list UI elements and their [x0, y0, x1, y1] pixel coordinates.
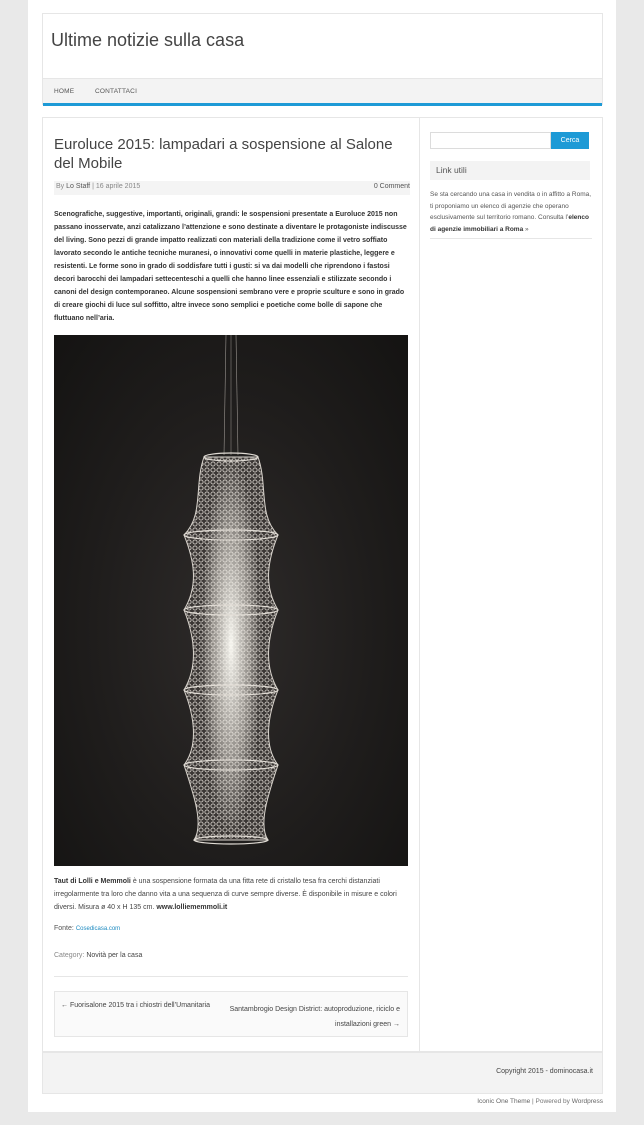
- meta-separator: |: [92, 183, 94, 190]
- site-header: [42, 13, 603, 105]
- category-label: Category:: [54, 952, 85, 959]
- wordpress-link[interactable]: Wordpress: [571, 1098, 603, 1105]
- post-content: [43, 118, 420, 1051]
- sidebar: [420, 118, 602, 1051]
- lamp-illustration: [54, 335, 408, 866]
- search-input[interactable]: [430, 132, 551, 149]
- footer-credits: [477, 1098, 603, 1105]
- widget-text: [430, 189, 592, 239]
- post-date: 16 aprile 2015: [95, 183, 141, 190]
- source-link[interactable]: Cosedicasa.com: [75, 926, 121, 932]
- main-container: [42, 117, 603, 1052]
- post-excerpt: Scenografiche, suggestive, importanti, originali, grandi: le sospensioni presentate a Euroluce 2015 non passano inosservate, anzi catalizzano l’attenzione e sono destinate a diventare le protagoniste indiscusse del living. Sono pezzi di grande impatto realizzati con materiali della tradizione come il vetro soffiato lavorato secondo le antiche tecniche muranesi, o innovativi come quelli in materie plastiche, leggere e resistenti. Le forme sono in grado di soddisfare tutti i gusti: si va dai modelli che riprendono i fastosi decori barocchi dei lampadari settecenteschi a quelli che hanno linee essenziali e stilizzate secondo i canoni del design contemporaneo. Alcune sospensioni sembrano vere e proprie sculture e sono in grado di creare giochi di luce sul soffitto, altre invece sono semplici e poetiche come bolle di sapone che fluttuano nell’aria.: [54, 211, 407, 322]
- nav-item-home[interactable]: HOME: [54, 88, 75, 95]
- comments-link[interactable]: 0 Comment: [373, 183, 410, 190]
- author-link[interactable]: Lo Staff: [66, 183, 91, 190]
- theme-link[interactable]: Iconic One Theme: [477, 1098, 531, 1105]
- copyright: Copyright 2015 - dominocasa.it: [496, 1068, 593, 1075]
- category-link[interactable]: Novità per la casa: [86, 952, 143, 959]
- search-button[interactable]: Cerca: [551, 132, 589, 149]
- nav-item-contattaci[interactable]: CONTATTACI: [95, 88, 138, 95]
- caption-product: Taut di Lolli e Memmoli: [54, 878, 131, 885]
- agencies-link[interactable]: elenco di agenzie immobiliari a Roma: [430, 214, 589, 233]
- meta-by: By: [56, 183, 65, 190]
- credits-sep: | Powered by: [530, 1098, 572, 1105]
- post-meta: [54, 181, 410, 195]
- widget-title: Link utili: [430, 161, 590, 180]
- next-post-link[interactable]: Santambrogio Design District: autoproduzione, riciclo e installazioni green →: [229, 1006, 400, 1028]
- widget-link-suffix: »: [523, 225, 529, 233]
- caption-text: è una sospensione formata da una fitta rete di cristallo tesa fra cerchi distanziati irregolarmente tra loro che danno vita a una sequenza di curve sempre diverse. È disponibile in misure e colori diversi. Misura ø 40 x H 135 cm.: [54, 878, 397, 911]
- main-nav: [43, 78, 602, 106]
- source-label: Fonte:: [54, 925, 74, 932]
- photo-caption: [54, 875, 410, 914]
- prev-post-link[interactable]: ← Fuorisalone 2015 tra i chiostri dell’Umanitaria: [61, 1002, 211, 1009]
- post-category: [54, 952, 142, 959]
- post-title[interactable]: Euroluce 2015: lampadari a sospensione al Salone del Mobile: [54, 136, 393, 172]
- divider: [54, 976, 408, 977]
- lamp-photo: [54, 335, 408, 866]
- site-footer: [42, 1052, 603, 1094]
- page: [28, 0, 616, 1112]
- source: [54, 925, 120, 932]
- widget-body: Se sta cercando una casa in vendita o in affitto a Roma, ti proponiamo un elenco di agenzie che operano esclusivamente sul territorio romano. Consulta l’: [430, 191, 592, 221]
- post-navigation: [54, 991, 408, 1037]
- caption-link[interactable]: www.lolliememmoli.it: [156, 904, 228, 911]
- site-title[interactable]: Ultime notizie sulla casa: [51, 30, 245, 50]
